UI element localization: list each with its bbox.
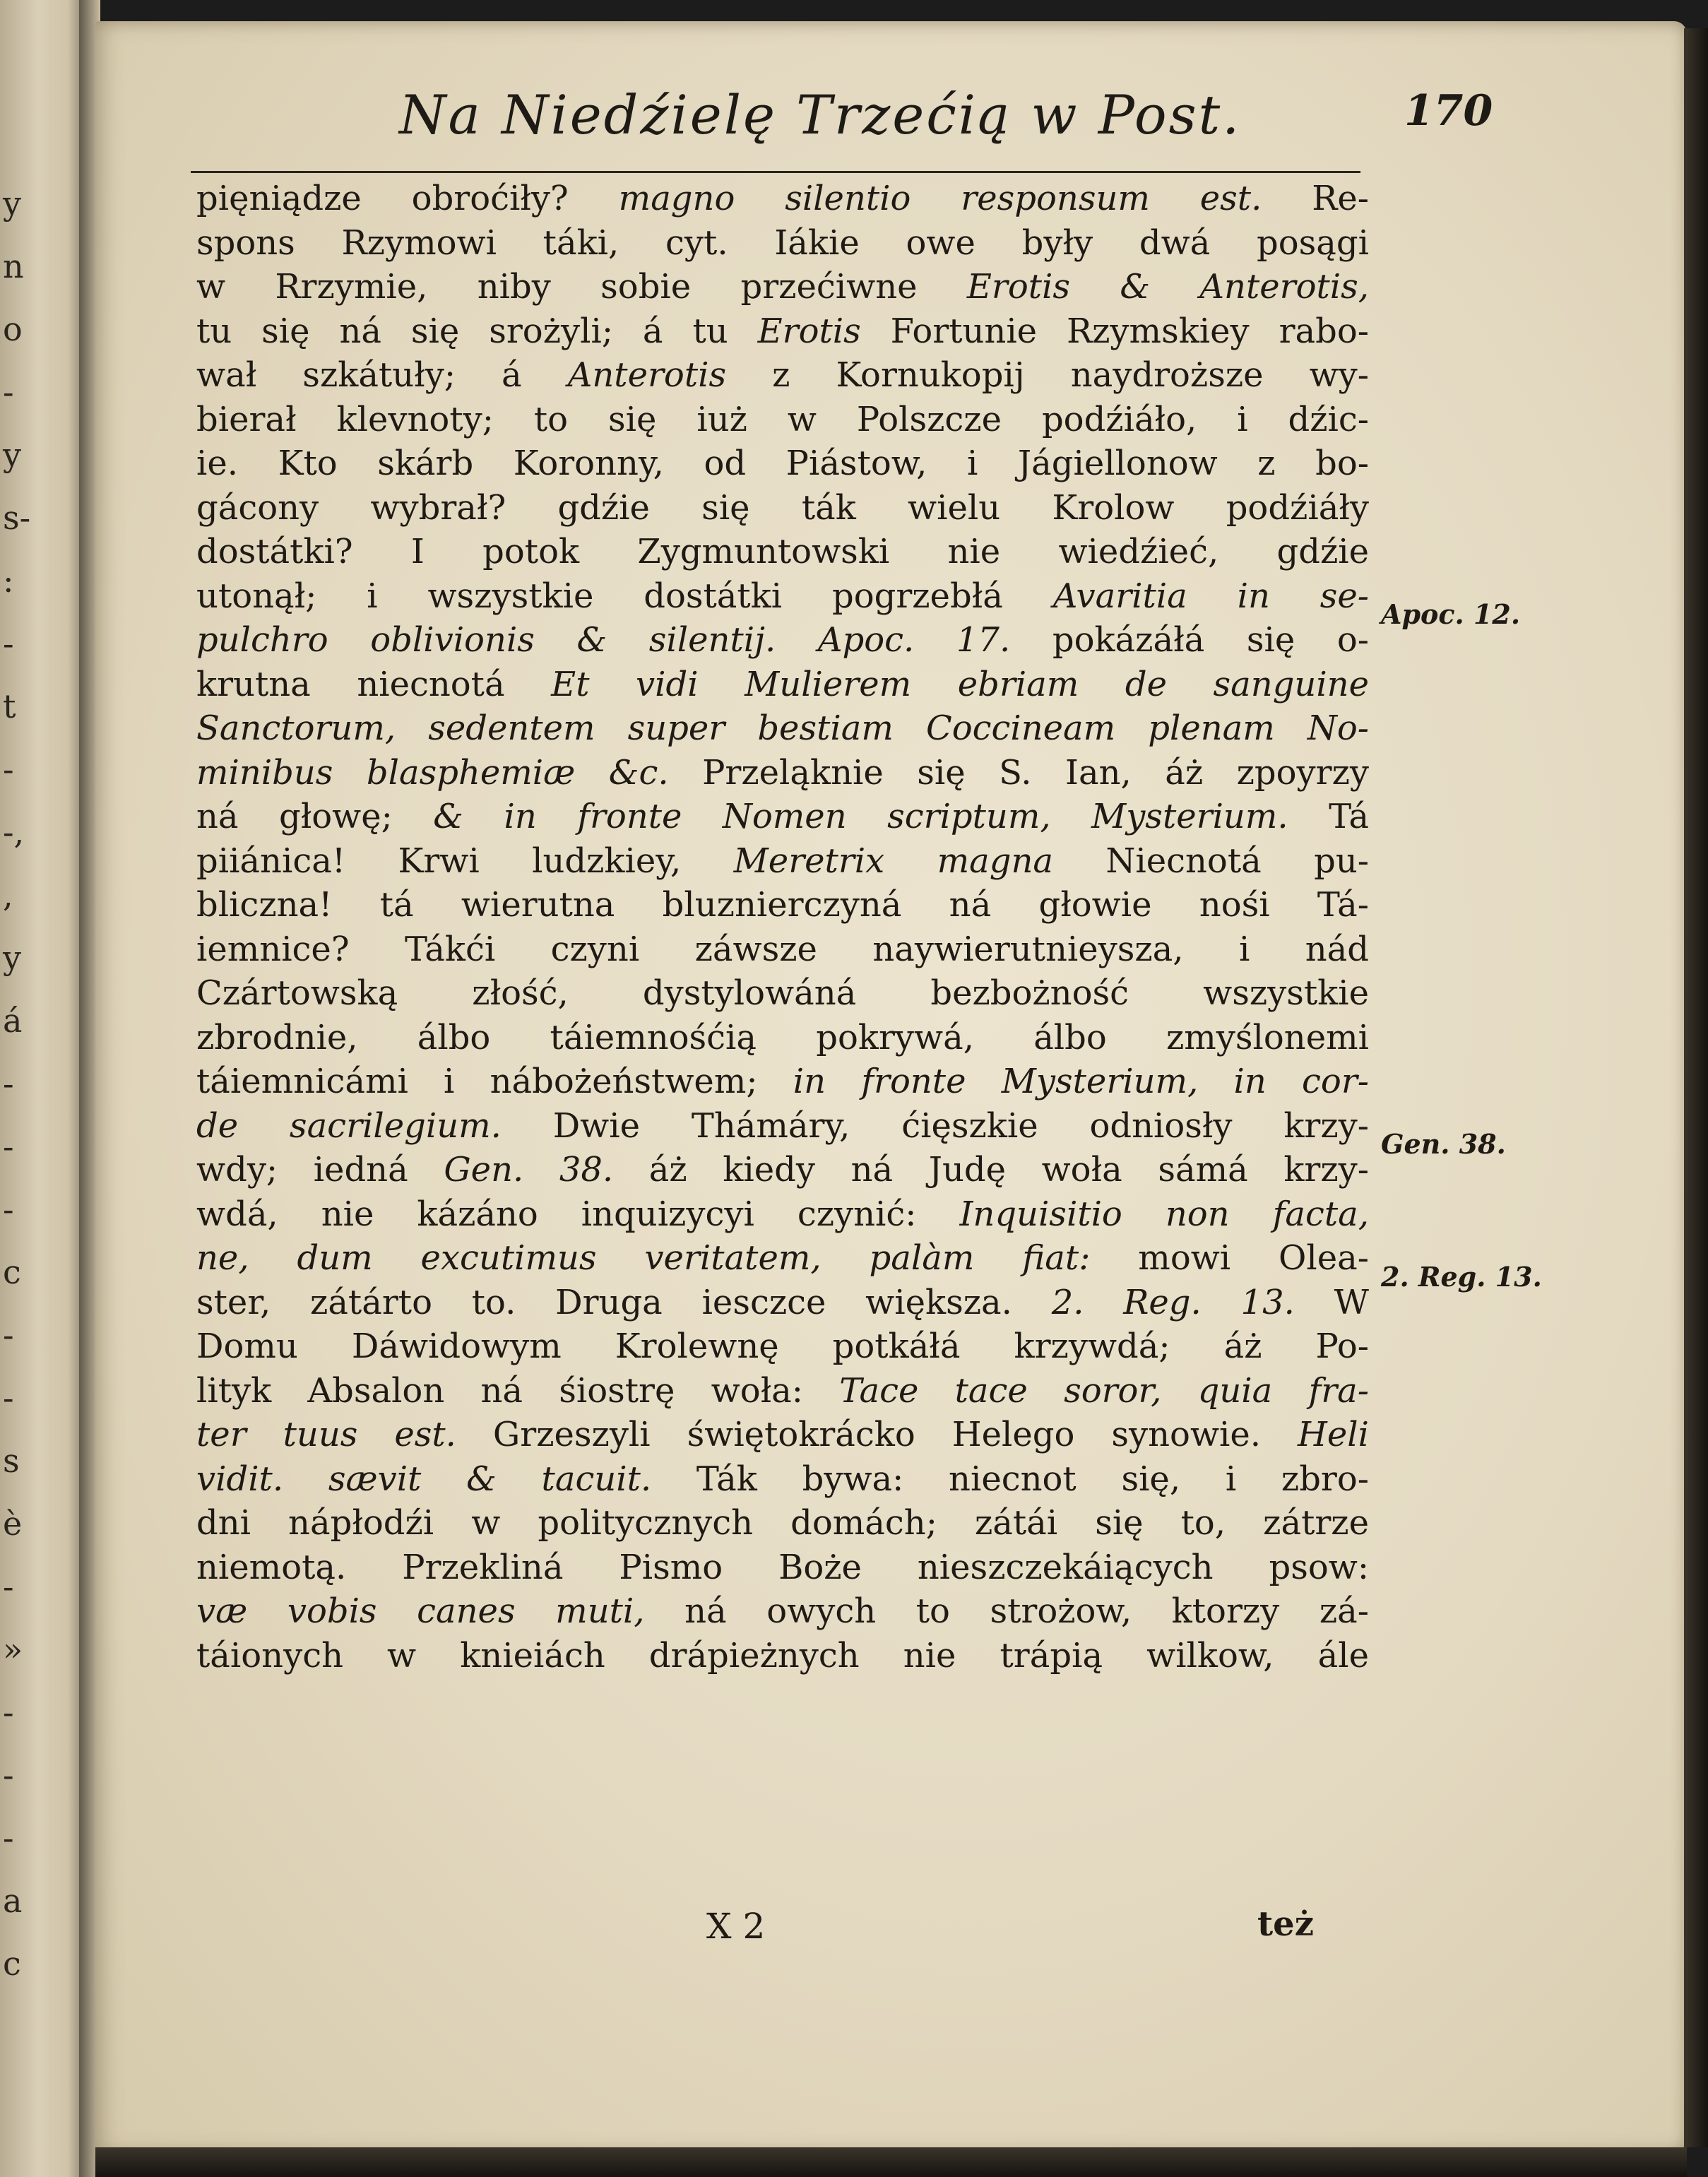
previous-page-fragment: - bbox=[3, 750, 14, 788]
text-segment: Przeląknie się S. Ian, áż zpoyrzy bbox=[668, 752, 1369, 793]
latin-phrase: 2. Reg. 13. bbox=[1051, 1282, 1295, 1322]
text-segment: Domu Dáwidowym Krolewnę potkáłá krzywdá; áż Po- bbox=[196, 1327, 1369, 1366]
text-segment: krutna niecnotá bbox=[196, 664, 552, 704]
text-line bbox=[196, 441, 1369, 486]
previous-page-fragment: - bbox=[3, 1756, 14, 1794]
latin-phrase: in fronte Mysterium, in cor- bbox=[793, 1062, 1369, 1101]
previous-page-fragment: t bbox=[3, 687, 16, 725]
text-segment: pokázáłá się o- bbox=[1010, 620, 1369, 660]
previous-page-fragment: - bbox=[3, 1190, 14, 1228]
text-segment: táionych w knieiách drápieżnych nie trápią wilkow, ále bbox=[196, 1635, 1369, 1675]
text-segment: wdy; iedná bbox=[196, 1150, 444, 1190]
text-line bbox=[196, 1060, 1369, 1104]
text-segment: Re- bbox=[1262, 179, 1369, 218]
text-line bbox=[196, 663, 1369, 707]
page-edge-shadow bbox=[1684, 28, 1708, 2147]
bottom-shadow bbox=[95, 2147, 1687, 2177]
latin-phrase: Erotis & Anterotis, bbox=[966, 267, 1369, 307]
latin-phrase: Erotis bbox=[757, 311, 861, 351]
latin-phrase: minibus blasphemiæ &c. bbox=[196, 752, 669, 793]
text-segment: W bbox=[1294, 1282, 1369, 1322]
text-segment: ná owych to strożow, ktorzy zá- bbox=[644, 1591, 1369, 1631]
previous-page-fragment: - bbox=[3, 1379, 14, 1417]
text-segment: wał szkátuły; á bbox=[196, 355, 568, 395]
text-segment: Niecnotá pu- bbox=[1052, 841, 1369, 881]
text-line bbox=[196, 883, 1369, 927]
previous-page-fragment: y bbox=[3, 436, 21, 474]
text-segment: piiánica! Krwi ludzkiey, bbox=[196, 841, 734, 881]
previous-page-fragment: - bbox=[3, 373, 14, 411]
text-line bbox=[196, 1016, 1369, 1060]
text-line bbox=[196, 1324, 1369, 1369]
body-text bbox=[196, 177, 1369, 1678]
previous-page-fragment: : bbox=[3, 562, 14, 600]
text-segment: wdá, nie kázáno inquizycyi czynić: bbox=[196, 1194, 960, 1234]
previous-page-fragment: -, bbox=[3, 813, 25, 851]
text-line bbox=[196, 486, 1369, 530]
text-segment: bierał klevnoty; to się iuż w Polszcze podźiáło, i dźic- bbox=[196, 399, 1369, 439]
text-segment: Fortunie Rzymskiey rabo- bbox=[860, 311, 1369, 351]
text-segment: táiemnicámi i nábożeństwem; bbox=[196, 1062, 793, 1101]
header-rule bbox=[191, 171, 1360, 173]
text-line bbox=[196, 1501, 1369, 1546]
previous-page-fragment: s bbox=[3, 1442, 20, 1480]
text-line bbox=[196, 839, 1369, 884]
text-line bbox=[196, 706, 1369, 751]
latin-phrase: Sanctorum, sedentem super bestiam Coccineam plenam No- bbox=[196, 708, 1369, 748]
latin-phrase: Inquisitio non facta, bbox=[959, 1194, 1369, 1234]
text-segment: ie. Kto skárb Koronny, od Piástow, i Jágiellonow z bo- bbox=[196, 444, 1369, 483]
text-segment: tu się ná się srożyli; á tu bbox=[196, 311, 758, 351]
previous-page-fragment: o bbox=[3, 310, 23, 348]
text-line bbox=[196, 1192, 1369, 1237]
text-line bbox=[196, 1148, 1369, 1192]
text-line bbox=[196, 1281, 1369, 1325]
text-segment: utonął; i wszystkie dostátki pogrzebłá bbox=[196, 576, 1053, 616]
latin-phrase: magno silentio responsum est. bbox=[618, 179, 1262, 218]
text-line bbox=[196, 618, 1369, 663]
previous-page-fragment: c bbox=[3, 1945, 21, 1983]
text-line bbox=[196, 398, 1369, 442]
latin-phrase: Meretrix magna bbox=[733, 841, 1053, 881]
latin-phrase: vidit. sævit & tacuit. bbox=[196, 1459, 652, 1499]
text-segment: Ták bywa: niecnot się, i zbro- bbox=[651, 1459, 1369, 1499]
text-segment: Tá bbox=[1288, 797, 1369, 836]
text-segment: iemnice? Tákći czyni záwsze naywierutnieysza, i nád bbox=[196, 929, 1369, 969]
latin-phrase: Gen. 38. bbox=[444, 1150, 614, 1190]
previous-page-fragment: - bbox=[3, 1819, 14, 1857]
previous-page-fragment: - bbox=[3, 1316, 14, 1354]
text-segment: Grzeszyli świętokrácko Helego synowie. bbox=[456, 1415, 1298, 1454]
latin-phrase: Anterotis bbox=[567, 355, 727, 395]
previous-page-fragment: - bbox=[3, 1064, 14, 1103]
text-segment: áż kiedy ná Judę woła sámá krzy- bbox=[613, 1150, 1369, 1190]
text-segment: Czártowską złość, dystylowáná bezbożność wszystkie bbox=[196, 973, 1369, 1013]
text-line bbox=[196, 751, 1369, 795]
previous-page-fragment: s- bbox=[3, 499, 31, 537]
text-segment: z Kornukopij naydroższe wy- bbox=[726, 355, 1369, 395]
previous-page-fragment: - bbox=[3, 624, 14, 663]
text-line bbox=[196, 1413, 1369, 1457]
text-segment: zbrodnie, álbo táiemnośćią pokrywá, álbo zmyślonemi bbox=[196, 1017, 1369, 1057]
previous-page-fragment: » bbox=[3, 1630, 23, 1668]
signature-mark: X 2 bbox=[706, 1906, 766, 1947]
latin-phrase: Heli bbox=[1298, 1415, 1369, 1454]
text-line bbox=[196, 353, 1369, 398]
text-segment: dni nápłodźi w politycznych domách; zátái się to, zátrze bbox=[196, 1503, 1369, 1543]
text-segment: gácony wybrał? gdźie się ták wielu Krolow podźiáły bbox=[196, 487, 1369, 528]
latin-phrase: Tace tace soror, quia fra- bbox=[839, 1370, 1369, 1411]
text-line bbox=[196, 265, 1369, 309]
previous-page-fragment: á bbox=[3, 1002, 23, 1040]
text-line bbox=[196, 1457, 1369, 1502]
previous-page-fragment: - bbox=[3, 1127, 14, 1165]
catchword: też bbox=[1257, 1904, 1314, 1944]
text-line bbox=[196, 927, 1369, 972]
previous-page-fragment: - bbox=[3, 1693, 14, 1731]
latin-phrase: & in fronte Nomen scriptum, Mysterium. bbox=[433, 797, 1288, 836]
previous-page-edge bbox=[0, 0, 85, 2177]
text-segment: mowi Olea- bbox=[1090, 1238, 1369, 1278]
running-header: Na Niedźielę Trzećią w Post. bbox=[399, 83, 1242, 146]
latin-phrase: de sacrilegium. bbox=[196, 1105, 502, 1146]
text-line bbox=[196, 1236, 1369, 1281]
previous-page-fragment: a bbox=[3, 1882, 23, 1920]
text-segment: pięniądze obroćiły? bbox=[196, 179, 619, 218]
previous-page-fragment: - bbox=[3, 1567, 14, 1606]
latin-phrase: væ vobis canes muti, bbox=[196, 1591, 645, 1631]
text-line bbox=[196, 1104, 1369, 1149]
margin-note: Apoc. 12. bbox=[1381, 598, 1521, 630]
text-segment: w Rrzymie, niby sobie przećiwne bbox=[196, 267, 967, 307]
previous-page-fragment: è bbox=[3, 1505, 23, 1543]
latin-phrase: pulchro oblivionis & silentij. Apoc. 17. bbox=[196, 620, 1011, 660]
previous-page-fragment: y bbox=[3, 939, 21, 977]
previous-page-fragment: , bbox=[3, 876, 13, 914]
margin-note: Gen. 38. bbox=[1381, 1128, 1506, 1160]
text-segment: dostátki? I potok Zygmuntowski nie wiedźieć, gdźie bbox=[196, 532, 1369, 571]
text-segment: ná głowę; bbox=[196, 797, 434, 836]
text-line bbox=[196, 1546, 1369, 1590]
latin-phrase: ne, dum excutimus veritatem, palàm fiat: bbox=[196, 1238, 1091, 1278]
text-line bbox=[196, 530, 1369, 574]
text-segment: ster, zátárto to. Druga iesczce większa. bbox=[196, 1282, 1052, 1322]
text-segment: niemotą. Przekliná Pismo Boże nieszczekáiących psow: bbox=[196, 1547, 1369, 1587]
previous-page-fragment: c bbox=[3, 1253, 21, 1291]
latin-phrase: Et vidi Mulierem ebriam de sanguine bbox=[551, 664, 1369, 704]
text-line bbox=[196, 1369, 1369, 1413]
text-line bbox=[196, 574, 1369, 619]
text-line bbox=[196, 795, 1369, 839]
text-line bbox=[196, 971, 1369, 1016]
text-line bbox=[196, 1589, 1369, 1634]
previous-page-fragment: n bbox=[3, 247, 24, 285]
text-line bbox=[196, 1634, 1369, 1678]
text-line bbox=[196, 309, 1369, 354]
margin-note: 2. Reg. 13. bbox=[1381, 1260, 1542, 1293]
previous-page-fragment: y bbox=[3, 184, 21, 223]
text-line bbox=[196, 221, 1369, 266]
page-number: 170 bbox=[1404, 86, 1493, 136]
text-segment: lityk Absalon ná śiostrę woła: bbox=[196, 1370, 840, 1411]
text-segment: spons Rzymowi táki, cyt. Iákie owe były dwá posągi bbox=[196, 223, 1369, 263]
text-line bbox=[196, 177, 1369, 221]
latin-phrase: ter tuus est. bbox=[196, 1415, 456, 1454]
latin-phrase: Avaritia in se- bbox=[1052, 576, 1369, 616]
text-segment: bliczna! tá wierutna bluznierczyná ná głowie nośi Tá- bbox=[196, 885, 1369, 925]
text-segment: Dwie Thámáry, ćięszkie odniosły krzy- bbox=[501, 1105, 1369, 1146]
